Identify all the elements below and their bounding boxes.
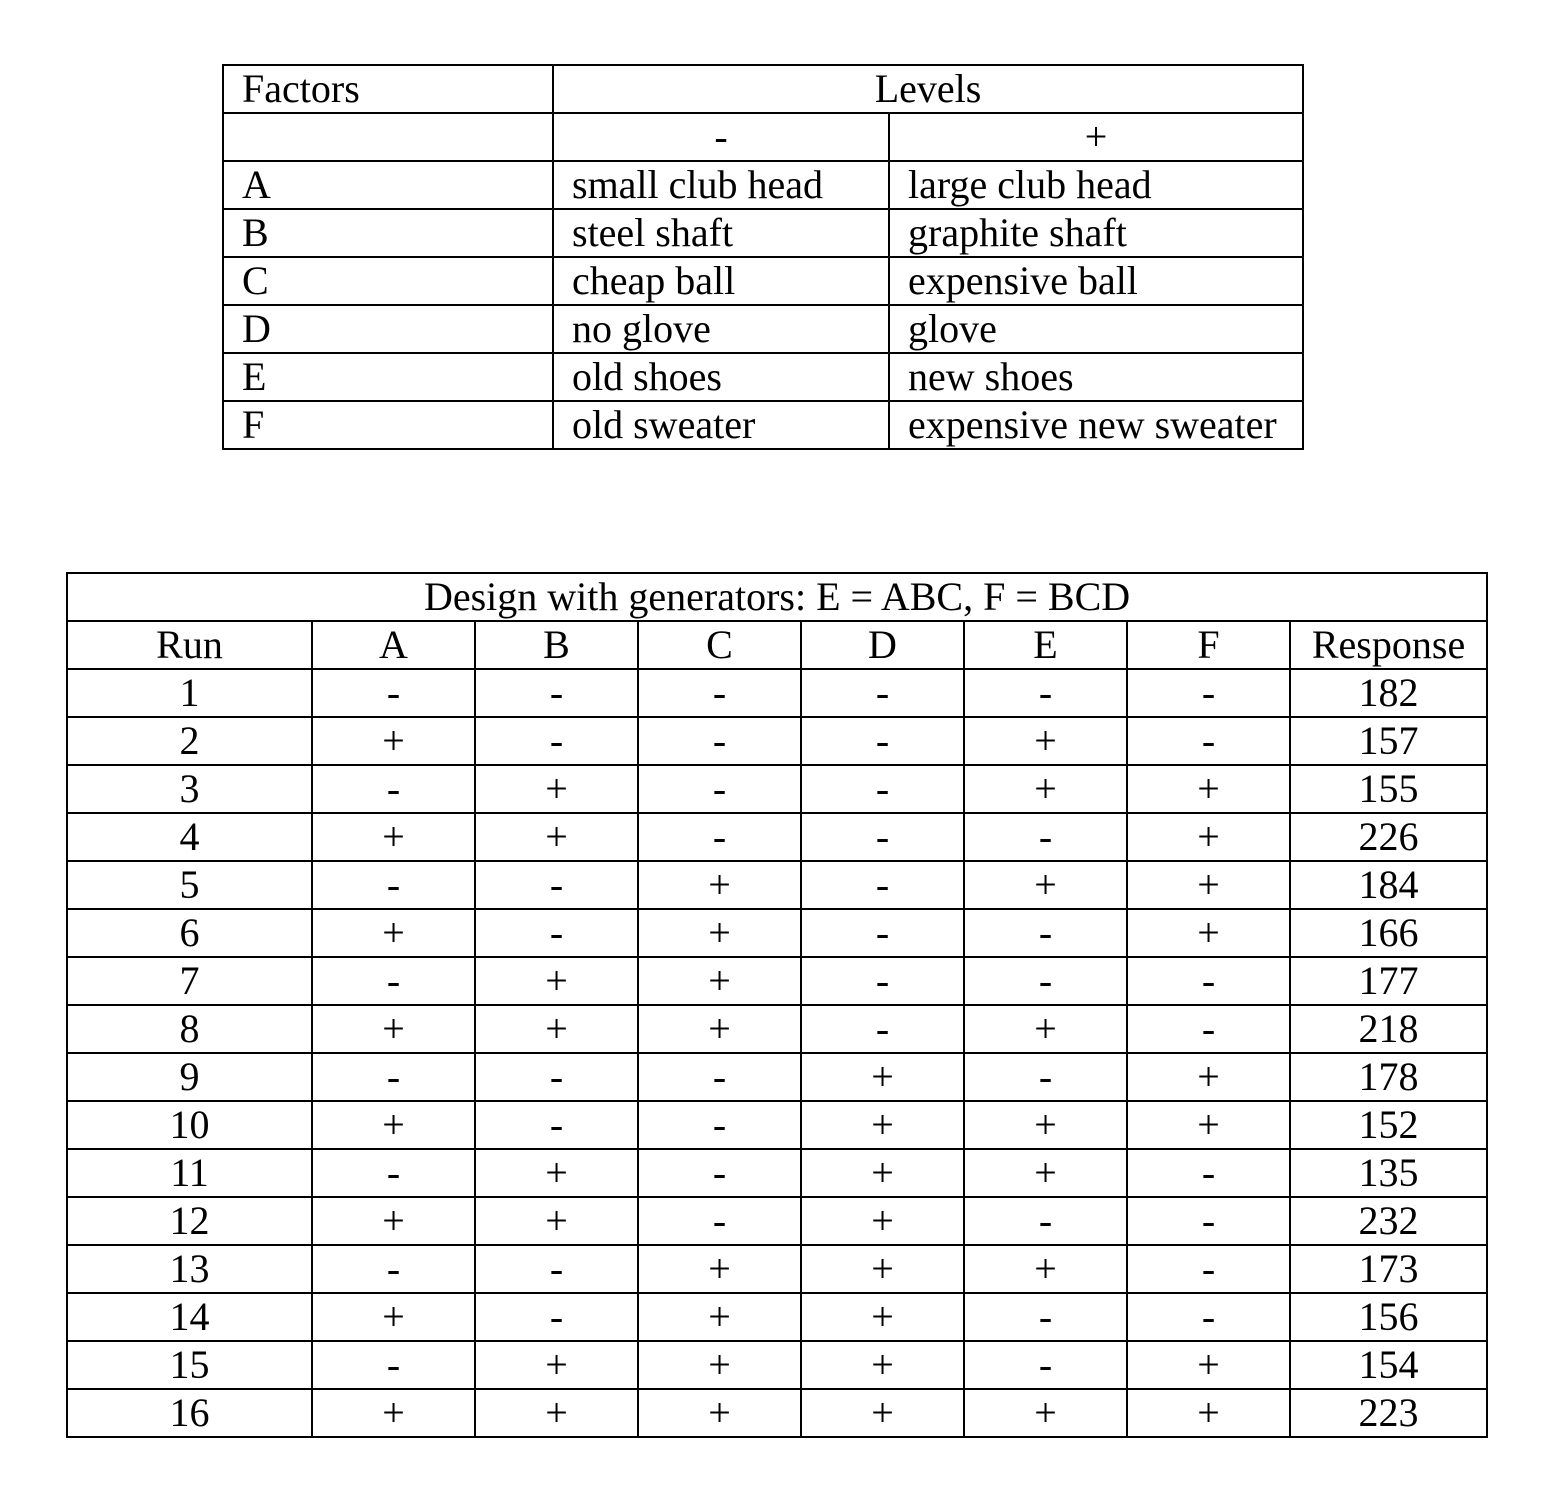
response-cell: 182 (1290, 669, 1487, 717)
factor-f-cell: + (1127, 861, 1290, 909)
response-cell: 184 (1290, 861, 1487, 909)
factor-c-cell: + (638, 861, 801, 909)
factor-a-cell: + (312, 1101, 475, 1149)
factor-name-cell: F (223, 401, 553, 449)
factor-c-cell: + (638, 1245, 801, 1293)
factor-f-cell: - (1127, 1197, 1290, 1245)
run-cell: 1 (67, 669, 312, 717)
factor-f-cell: + (1127, 1341, 1290, 1389)
response-cell: 154 (1290, 1341, 1487, 1389)
factor-e-cell: + (964, 861, 1127, 909)
factor-b-cell: - (475, 669, 638, 717)
factor-f-cell: - (1127, 669, 1290, 717)
factor-d-cell: + (801, 1341, 964, 1389)
response-cell: 177 (1290, 957, 1487, 1005)
factor-e-cell: + (964, 1389, 1127, 1437)
run-cell: 12 (67, 1197, 312, 1245)
factor-f-cell: - (1127, 957, 1290, 1005)
run-cell: 11 (67, 1149, 312, 1197)
factor-c-cell: - (638, 669, 801, 717)
plus-level-cell: expensive new sweater (889, 401, 1303, 449)
run-cell: 15 (67, 1341, 312, 1389)
minus-level-cell: old shoes (553, 353, 889, 401)
factor-a-cell: - (312, 765, 475, 813)
factors-table (222, 64, 1304, 450)
run-cell: 10 (67, 1101, 312, 1149)
factor-f-cell: + (1127, 909, 1290, 957)
factor-b-cell: + (475, 1389, 638, 1437)
factor-d-cell: + (801, 1101, 964, 1149)
factor-c-cell: + (638, 1389, 801, 1437)
factor-b-cell: + (475, 1341, 638, 1389)
run-cell: 8 (67, 1005, 312, 1053)
factor-d-cell: - (801, 909, 964, 957)
response-cell: 173 (1290, 1245, 1487, 1293)
factor-f-cell: + (1127, 1053, 1290, 1101)
factor-d-cell: + (801, 1389, 964, 1437)
factor-b-cell: - (475, 1101, 638, 1149)
factor-c-cell: - (638, 1197, 801, 1245)
factor-c-cell: - (638, 765, 801, 813)
factor-b-cell: + (475, 1149, 638, 1197)
factor-c-cell: - (638, 1101, 801, 1149)
response-cell: 155 (1290, 765, 1487, 813)
factor-name-cell: E (223, 353, 553, 401)
design-row (67, 813, 1487, 861)
run-cell: 5 (67, 861, 312, 909)
response-cell: 223 (1290, 1389, 1487, 1437)
levels-header-cell: Levels (553, 65, 1303, 113)
plus-level-cell: glove (889, 305, 1303, 353)
plus-level-cell: graphite shaft (889, 209, 1303, 257)
factor-e-cell: - (964, 957, 1127, 1005)
design-title-row (67, 573, 1487, 621)
factor-d-cell: - (801, 813, 964, 861)
column-header: Response (1290, 621, 1487, 669)
design-row (67, 1053, 1487, 1101)
design-row (67, 669, 1487, 717)
factor-a-cell: + (312, 1389, 475, 1437)
factor-d-cell: - (801, 1005, 964, 1053)
factor-c-cell: - (638, 717, 801, 765)
factor-a-cell: + (312, 1005, 475, 1053)
design-row (67, 1341, 1487, 1389)
factor-d-cell: - (801, 861, 964, 909)
factor-d-cell: + (801, 1053, 964, 1101)
factor-e-cell: - (964, 909, 1127, 957)
factor-b-cell: - (475, 861, 638, 909)
factor-f-cell: + (1127, 813, 1290, 861)
factor-a-cell: + (312, 813, 475, 861)
factor-b-cell: - (475, 1293, 638, 1341)
factor-c-cell: + (638, 1341, 801, 1389)
factor-e-cell: + (964, 1005, 1127, 1053)
factor-name-cell: C (223, 257, 553, 305)
plus-level-cell: expensive ball (889, 257, 1303, 305)
plus-level-header: + (889, 113, 1303, 161)
run-cell: 3 (67, 765, 312, 813)
factor-f-cell: + (1127, 1101, 1290, 1149)
factor-c-cell: + (638, 957, 801, 1005)
factor-a-cell: - (312, 1053, 475, 1101)
run-cell: 9 (67, 1053, 312, 1101)
factor-a-cell: - (312, 669, 475, 717)
factor-b-cell: - (475, 1053, 638, 1101)
factor-f-cell: + (1127, 765, 1290, 813)
factor-d-cell: - (801, 717, 964, 765)
design-row (67, 1149, 1487, 1197)
factor-c-cell: + (638, 1293, 801, 1341)
factor-e-cell: - (964, 1293, 1127, 1341)
run-cell: 2 (67, 717, 312, 765)
factor-e-cell: + (964, 765, 1127, 813)
response-cell: 218 (1290, 1005, 1487, 1053)
plus-level-cell: new shoes (889, 353, 1303, 401)
run-cell: 7 (67, 957, 312, 1005)
design-title: Design with generators: E = ABC, F = BCD (67, 573, 1487, 621)
factor-f-cell: - (1127, 1149, 1290, 1197)
design-row (67, 1101, 1487, 1149)
design-row (67, 1293, 1487, 1341)
factor-c-cell: + (638, 909, 801, 957)
factor-b-cell: - (475, 717, 638, 765)
factor-b-cell: + (475, 957, 638, 1005)
factor-e-cell: - (964, 1341, 1127, 1389)
run-cell: 6 (67, 909, 312, 957)
factor-d-cell: - (801, 669, 964, 717)
response-cell: 135 (1290, 1149, 1487, 1197)
factor-a-cell: - (312, 1341, 475, 1389)
factor-name-cell: B (223, 209, 553, 257)
response-cell: 232 (1290, 1197, 1487, 1245)
factor-row (223, 257, 1303, 305)
design-row (67, 1005, 1487, 1053)
column-header: B (475, 621, 638, 669)
response-cell: 156 (1290, 1293, 1487, 1341)
factor-d-cell: + (801, 1245, 964, 1293)
column-header: A (312, 621, 475, 669)
minus-level-cell: old sweater (553, 401, 889, 449)
minus-level-header: - (553, 113, 889, 161)
column-header: F (1127, 621, 1290, 669)
response-cell: 166 (1290, 909, 1487, 957)
factor-a-cell: - (312, 1245, 475, 1293)
minus-level-cell: steel shaft (553, 209, 889, 257)
factor-b-cell: - (475, 909, 638, 957)
factor-a-cell: - (312, 1149, 475, 1197)
response-cell: 157 (1290, 717, 1487, 765)
factor-d-cell: + (801, 1293, 964, 1341)
factor-row (223, 305, 1303, 353)
factor-b-cell: + (475, 813, 638, 861)
response-cell: 152 (1290, 1101, 1487, 1149)
factor-e-cell: + (964, 1149, 1127, 1197)
design-row (67, 957, 1487, 1005)
design-row (67, 1389, 1487, 1437)
factor-a-cell: + (312, 909, 475, 957)
run-cell: 4 (67, 813, 312, 861)
factor-b-cell: + (475, 765, 638, 813)
run-cell: 13 (67, 1245, 312, 1293)
factor-f-cell: + (1127, 1389, 1290, 1437)
factor-e-cell: + (964, 1245, 1127, 1293)
factor-e-cell: + (964, 1101, 1127, 1149)
factors-header-cell: Factors (223, 65, 553, 113)
factor-a-cell: - (312, 861, 475, 909)
factor-a-cell: + (312, 1293, 475, 1341)
factor-c-cell: - (638, 813, 801, 861)
response-cell: 226 (1290, 813, 1487, 861)
factor-c-cell: - (638, 1053, 801, 1101)
empty-cell (223, 113, 553, 161)
factor-name-cell: D (223, 305, 553, 353)
factors-table-body (223, 65, 1303, 449)
factor-name-cell: A (223, 161, 553, 209)
level-signs-row (223, 113, 1303, 161)
factor-f-cell: - (1127, 1293, 1290, 1341)
factor-e-cell: - (964, 1197, 1127, 1245)
factor-row (223, 161, 1303, 209)
factor-row (223, 401, 1303, 449)
factors-header-row (223, 65, 1303, 113)
factor-e-cell: - (964, 669, 1127, 717)
design-table (66, 572, 1488, 1438)
response-cell: 178 (1290, 1053, 1487, 1101)
design-row (67, 1245, 1487, 1293)
factor-d-cell: - (801, 765, 964, 813)
design-row (67, 909, 1487, 957)
design-table-body (67, 573, 1487, 1437)
column-header: Run (67, 621, 312, 669)
factor-a-cell: + (312, 1197, 475, 1245)
column-header: D (801, 621, 964, 669)
factor-d-cell: - (801, 957, 964, 1005)
plus-level-cell: large club head (889, 161, 1303, 209)
column-header: E (964, 621, 1127, 669)
factor-row (223, 353, 1303, 401)
run-cell: 14 (67, 1293, 312, 1341)
minus-level-cell: cheap ball (553, 257, 889, 305)
design-row (67, 1197, 1487, 1245)
minus-level-cell: small club head (553, 161, 889, 209)
factor-e-cell: - (964, 813, 1127, 861)
factor-f-cell: - (1127, 717, 1290, 765)
factor-row (223, 209, 1303, 257)
factor-b-cell: + (475, 1197, 638, 1245)
factor-a-cell: + (312, 717, 475, 765)
factor-e-cell: - (964, 1053, 1127, 1101)
factor-f-cell: - (1127, 1005, 1290, 1053)
factor-e-cell: + (964, 717, 1127, 765)
factor-a-cell: - (312, 957, 475, 1005)
factor-d-cell: + (801, 1197, 964, 1245)
factor-d-cell: + (801, 1149, 964, 1197)
run-cell: 16 (67, 1389, 312, 1437)
minus-level-cell: no glove (553, 305, 889, 353)
factor-b-cell: - (475, 1245, 638, 1293)
factor-c-cell: + (638, 1005, 801, 1053)
design-row (67, 861, 1487, 909)
design-row (67, 765, 1487, 813)
factor-f-cell: - (1127, 1245, 1290, 1293)
design-row (67, 717, 1487, 765)
design-header-row (67, 621, 1487, 669)
column-header: C (638, 621, 801, 669)
factor-c-cell: - (638, 1149, 801, 1197)
factor-b-cell: + (475, 1005, 638, 1053)
